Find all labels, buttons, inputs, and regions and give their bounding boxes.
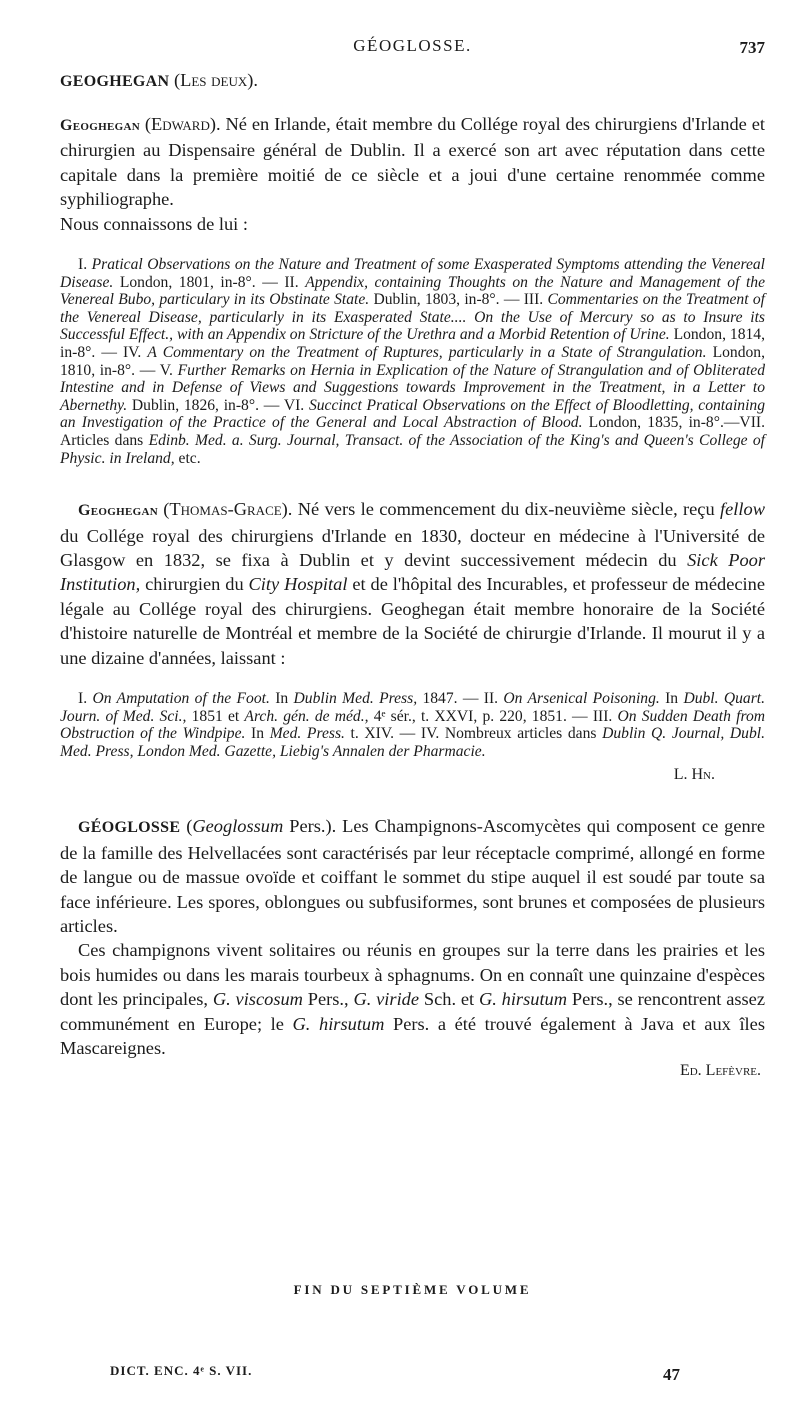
text-run: Pers., bbox=[302, 989, 354, 1010]
text-run: London, 1814, in-8°. — IV. bbox=[60, 326, 765, 361]
entry-edward bbox=[60, 112, 765, 467]
text-run: ( bbox=[186, 816, 193, 837]
text-run: In bbox=[269, 690, 294, 707]
page-footer bbox=[110, 1363, 680, 1385]
text-run: Ces champignons vivent solitaires ou réunis en groupes sur la terre dans les prairies et les bois humides ou dans les marais tourbeux à sphagnums. On en connaît une quinzaine d'espèces dont les principales, bbox=[60, 940, 765, 1010]
italic-run: On Sudden Death from Obstruction of the Windpipe. bbox=[60, 707, 765, 743]
italic-run: Geoglossum bbox=[192, 816, 284, 837]
page-number: 737 bbox=[739, 38, 765, 57]
entry-paragraph bbox=[60, 938, 765, 1060]
text-run: Sch. et bbox=[419, 989, 479, 1010]
headword-qualifier: (Les deux). bbox=[174, 70, 258, 90]
running-head: GÉOGLOSSE. bbox=[353, 36, 472, 55]
sheet-number: 47 bbox=[663, 1365, 680, 1384]
bibliography bbox=[60, 690, 765, 760]
text-run: 1851 et bbox=[186, 707, 245, 725]
italic-run: Dublin Q. Journal, Dubl. Med. Press, London Med. Gazette, Liebig's Annalen der Pharmacie. bbox=[60, 725, 765, 760]
italic-run: Commentaries on the Treatment of the Venereal Disease, particularly in its Exasperated State.... On the Use of Mercury so as to Insure its Successful Effect., with an Appendix on Stricture of the Urethra and a Morbid Retention of Urine. bbox=[60, 291, 765, 344]
entry-geoghegan-deux bbox=[60, 68, 765, 94]
text-run: Pers., se rencontrent assez communément en Europe; le bbox=[60, 989, 765, 1034]
text-run: London, 1801, in-8°. — II. bbox=[113, 273, 306, 291]
person-name: (Edward). bbox=[144, 114, 221, 134]
text-run: chirurgien du bbox=[140, 574, 249, 595]
text-run: Dublin, 1803, in-8°. — III. bbox=[369, 291, 548, 309]
sheet-signature: DICT. ENC. 4ᵉ S. VII. bbox=[110, 1363, 253, 1378]
page-body bbox=[60, 68, 765, 1080]
biography-text bbox=[60, 499, 765, 667]
italic-run: Pratical Observations on the Nature and Treatment of some Exasperated Symptoms attending the Venereal Disease. bbox=[60, 256, 765, 291]
text-run: London, 1835, in-8°.—VII. Articles dans bbox=[60, 414, 765, 449]
person-name: (Thomas-Grace). bbox=[163, 499, 293, 520]
text-run: 4ᵉ sér., t. XXVI, p. 220, 1851. — III. bbox=[368, 707, 618, 725]
text-run: Dublin, 1826, in-8°. — VI. bbox=[127, 396, 309, 414]
italic-run: On Amputation of the Foot. bbox=[92, 690, 270, 707]
bibliography-intro: Nous connaissons de lui : bbox=[60, 213, 248, 234]
italic-run: G. viride bbox=[353, 989, 420, 1010]
italic-run: fellow bbox=[720, 499, 765, 520]
entry-text bbox=[60, 497, 765, 670]
text-run: Pers.). Les Champignons-Ascomycètes qui composent ce genre de la famille des Helvellacées sont caractérisés par leur réceptacle comprimé, allongé en forme de langue ou de massue ovoïde et coiffant le sommet du stipe auquel il est soudé par toute sa face inférieure. Les spores, oblongues ou subfusiformes, sont brunes et composées de plusieurs articles. bbox=[60, 816, 765, 936]
author-signature: Ed. Lefèvre. bbox=[679, 1062, 761, 1080]
headword: Geoghegan bbox=[60, 117, 140, 134]
entry-geoglosse bbox=[60, 814, 765, 1080]
italic-run: Sick Poor Institution, bbox=[60, 549, 766, 595]
text-run: In bbox=[659, 690, 684, 707]
page-header bbox=[60, 36, 765, 60]
author-signature: L. Hn. bbox=[673, 766, 715, 784]
headword: GEOGHEGAN bbox=[60, 73, 170, 90]
biography-text: Né en Irlande, était membre du Collége royal des chirurgiens d'Irlande et chirurgien au Dispensaire général de Dublin. Il a exercé son art avec réputation dans cette capitale dans la première moitié de ce siècle et a joui d'une certaine renommée comme syphiliographe. bbox=[60, 114, 765, 210]
text-run: Né vers le commencement du dix-neuvième siècle, reçu bbox=[297, 499, 721, 520]
text-run: London, 1810, in-8°. — V. bbox=[60, 344, 765, 379]
text-run: I. bbox=[78, 256, 92, 274]
italic-run: Succinct Pratical Observations on the Effect of Bloodletting, containing an Investigation of the Practice of the General and Local Abstraction of Blood. bbox=[60, 396, 765, 432]
italic-run: Med. Press. bbox=[269, 725, 345, 743]
italic-run: On Arsenical Poisoning. bbox=[503, 690, 660, 707]
italic-run: Edinb. Med. a. Surg. Journal, Transact. of the Association of the King's and Queen's College of Physic. in Ireland, bbox=[60, 431, 765, 467]
italic-run: City Hospital bbox=[248, 574, 348, 595]
text-run: etc. bbox=[174, 449, 201, 467]
entry-thomas-grace bbox=[60, 497, 765, 784]
text-run: t. XIV. — IV. Nombreux articles dans bbox=[344, 725, 603, 743]
italic-run: Further Remarks on Hernia in Explication of the Nature of Strangulation and of Obliterated Intestine and in Defense of Views and Suggestions towards Improvement in the Treatment, in a Letter to Abernethy. bbox=[60, 361, 765, 414]
text-run: et de l'hôpital des Incurables, et professeur de médecine légale au Collége royal des chirurgiens. Geoghegan était membre honoraire de la Société d'histoire naturelle de Montréal et membre de la Société de chirurgie d'Irlande. Il mourut il y a une dizaine d'années, laissant : bbox=[60, 574, 765, 668]
text-run: Pers. a été trouvé également à Java et aux îles Mascareignes. bbox=[60, 1013, 765, 1059]
italic-run: G. hirsutum bbox=[292, 1013, 385, 1034]
italic-run: Arch. gén. de méd., bbox=[244, 707, 369, 725]
italic-run: G. hirsutum bbox=[478, 989, 568, 1010]
italic-run: G. viscosum bbox=[212, 989, 303, 1010]
headword: Geoghegan bbox=[78, 502, 158, 520]
end-of-volume: FIN DU SEPTIÈME VOLUME bbox=[293, 1282, 532, 1297]
italic-run: Dubl. Quart. Journ. of Med. Sci., bbox=[60, 690, 766, 725]
italic-run: Appendix, containing Thoughts on the Nature and Management of the Venereal Bubo, particulary in its Obstinate State. bbox=[60, 273, 765, 309]
text-run: In bbox=[245, 725, 270, 743]
bibliography bbox=[60, 256, 765, 467]
italic-run: Dublin Med. Press, bbox=[293, 690, 418, 707]
headword: GÉOGLOSSE bbox=[78, 819, 181, 837]
italic-run: A Commentary on the Treatment of Ruptures, particularly in a State of Strangulation. bbox=[147, 344, 707, 361]
text-run: I. bbox=[78, 690, 93, 707]
entry-paragraph bbox=[60, 814, 765, 938]
text-run: 1847. — II. bbox=[417, 690, 504, 707]
entry-text bbox=[60, 112, 765, 212]
text-run: du Collége royal des chirurgiens d'Irlande en 1830, docteur en médecine à l'Université de Glasgow en 1832, se fixa à Dublin et y devint successivement médecin du bbox=[60, 525, 765, 570]
